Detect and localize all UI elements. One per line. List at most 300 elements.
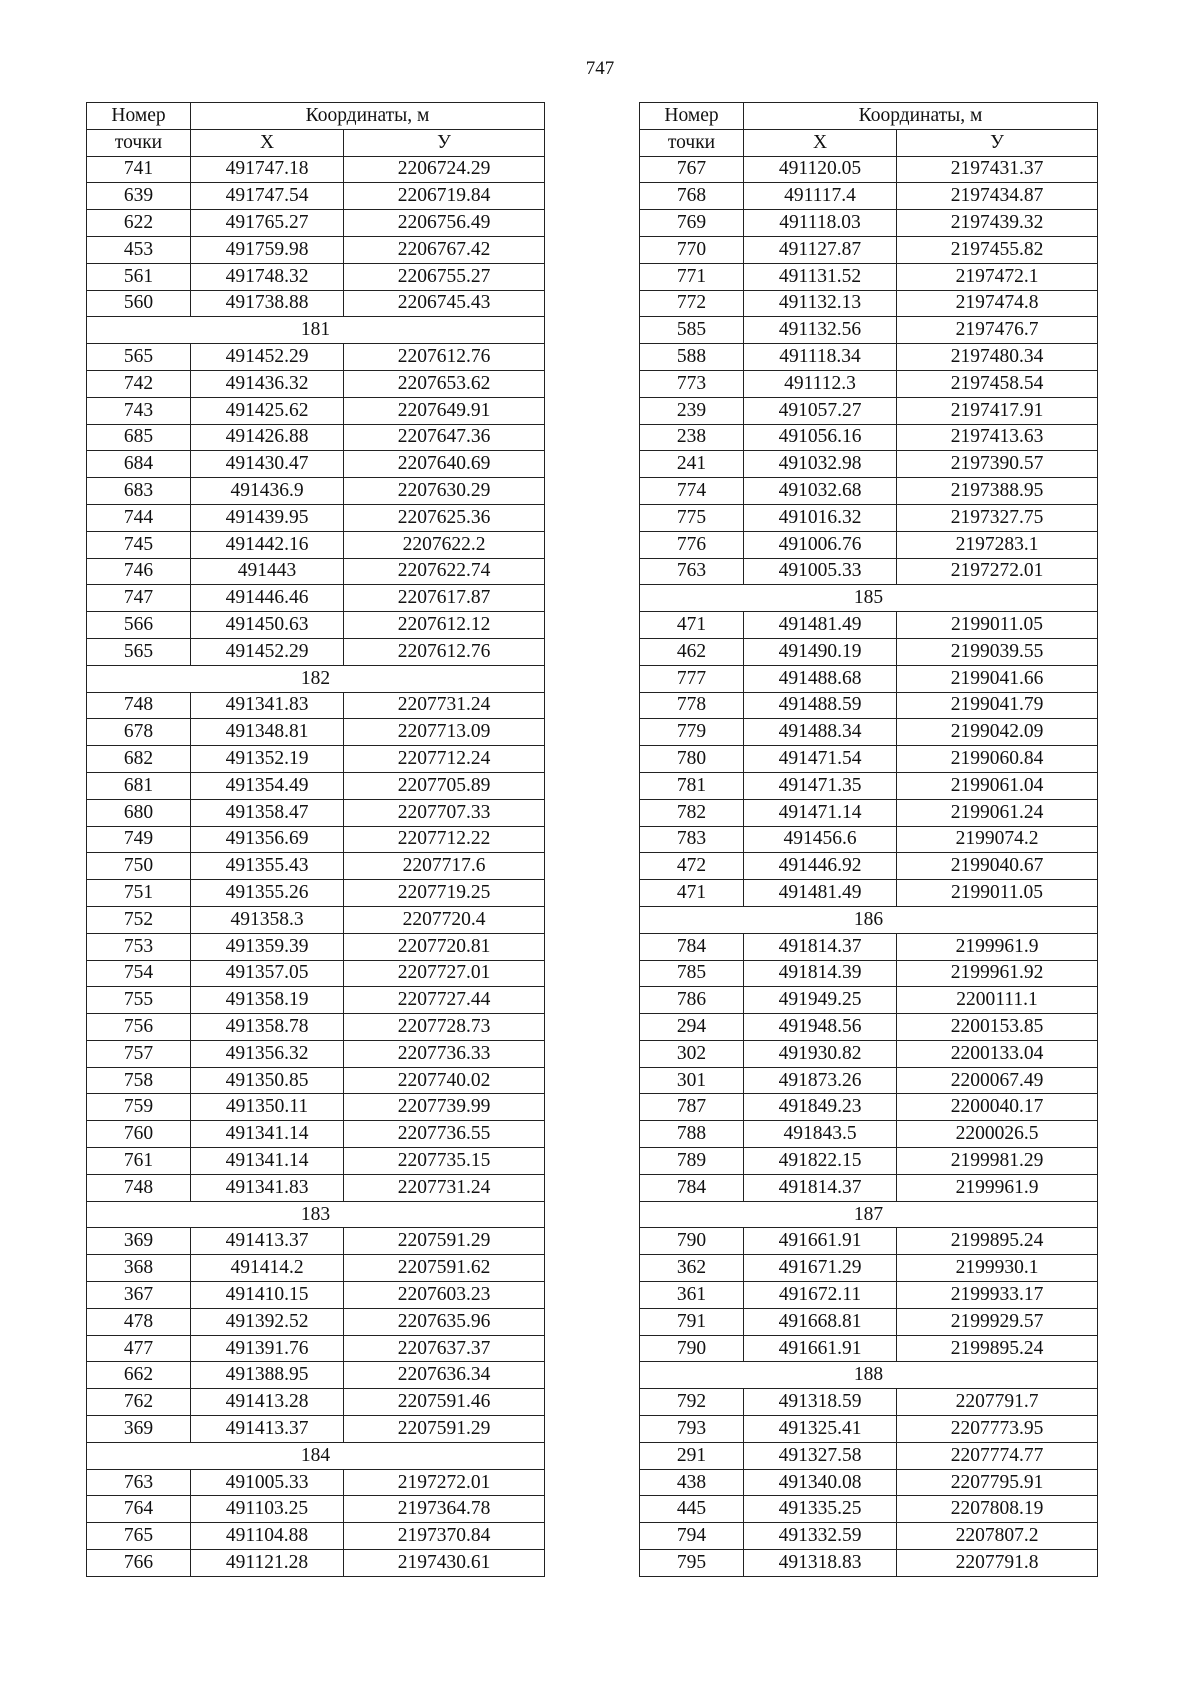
x-coordinate-cell: 491481.49 (744, 880, 897, 907)
x-coordinate-cell: 491103.25 (191, 1496, 344, 1523)
table-row (640, 612, 1098, 639)
y-coordinate-cell: 2199074.2 (897, 826, 1098, 853)
point-number-cell: 784 (640, 933, 744, 960)
y-coordinate-cell: 2199933.17 (897, 1282, 1098, 1309)
x-coordinate-cell: 491118.34 (744, 344, 897, 371)
y-coordinate-cell: 2207625.36 (344, 504, 545, 531)
point-number-cell: 445 (640, 1496, 744, 1523)
table-row (640, 451, 1098, 478)
table-row (640, 504, 1098, 531)
point-number-cell: 747 (87, 585, 191, 612)
x-coordinate-cell: 491668.81 (744, 1308, 897, 1335)
y-coordinate-cell: 2207731.24 (344, 1174, 545, 1201)
section-row (87, 1442, 545, 1469)
section-number: 188 (640, 1362, 1098, 1389)
x-coordinate-cell: 491873.26 (744, 1067, 897, 1094)
table-row (87, 558, 545, 585)
section-number: 185 (640, 585, 1098, 612)
x-coordinate-cell: 491032.68 (744, 478, 897, 505)
table-row (640, 880, 1098, 907)
y-coordinate-cell: 2207795.91 (897, 1469, 1098, 1496)
point-number-cell: 680 (87, 799, 191, 826)
y-coordinate-cell: 2207807.2 (897, 1523, 1098, 1550)
table-row (87, 370, 545, 397)
y-coordinate-cell: 2199895.24 (897, 1335, 1098, 1362)
y-coordinate-cell: 2207591.46 (344, 1389, 545, 1416)
point-number-cell: 750 (87, 853, 191, 880)
y-coordinate-cell: 2207717.6 (344, 853, 545, 880)
point-number-cell: 471 (640, 880, 744, 907)
point-number-cell: 742 (87, 370, 191, 397)
point-number-cell: 748 (87, 692, 191, 719)
point-number-cell: 743 (87, 397, 191, 424)
y-coordinate-cell: 2207731.24 (344, 692, 545, 719)
x-coordinate-cell: 491426.88 (191, 424, 344, 451)
point-number-cell: 238 (640, 424, 744, 451)
x-coordinate-cell: 491392.52 (191, 1308, 344, 1335)
table-row (640, 210, 1098, 237)
point-number-cell: 772 (640, 290, 744, 317)
point-number-cell: 792 (640, 1389, 744, 1416)
point-number-cell: 751 (87, 880, 191, 907)
table-row (87, 880, 545, 907)
table-row (87, 799, 545, 826)
point-number-cell: 762 (87, 1389, 191, 1416)
section-row (87, 665, 545, 692)
point-number-cell: 301 (640, 1067, 744, 1094)
point-number-cell: 769 (640, 210, 744, 237)
y-coordinate-cell: 2207712.24 (344, 746, 545, 773)
point-number-cell: 302 (640, 1040, 744, 1067)
table-row (640, 987, 1098, 1014)
point-number-cell: 291 (640, 1442, 744, 1469)
point-number-cell: 785 (640, 960, 744, 987)
x-coordinate-cell: 491442.16 (191, 531, 344, 558)
y-coordinate-cell: 2197283.1 (897, 531, 1098, 558)
table-row (87, 183, 545, 210)
point-number-cell: 753 (87, 933, 191, 960)
table-row (87, 906, 545, 933)
point-number-cell: 566 (87, 612, 191, 639)
x-coordinate-cell: 491358.19 (191, 987, 344, 1014)
y-coordinate-cell: 2207736.55 (344, 1121, 545, 1148)
x-coordinate-cell: 491340.08 (744, 1469, 897, 1496)
x-coordinate-cell: 491132.56 (744, 317, 897, 344)
point-number-cell: 778 (640, 692, 744, 719)
point-number-cell: 755 (87, 987, 191, 1014)
point-number-cell: 758 (87, 1067, 191, 1094)
y-coordinate-cell: 2207637.37 (344, 1335, 545, 1362)
point-number-cell: 784 (640, 1174, 744, 1201)
table-row (640, 960, 1098, 987)
point-number-cell: 565 (87, 638, 191, 665)
x-coordinate-cell: 491350.85 (191, 1067, 344, 1094)
table-row (640, 290, 1098, 317)
x-coordinate-cell: 491410.15 (191, 1282, 344, 1309)
table-row (87, 1067, 545, 1094)
y-coordinate-cell: 2199060.84 (897, 746, 1098, 773)
point-number-cell: 560 (87, 290, 191, 317)
table-row (640, 183, 1098, 210)
x-coordinate-cell: 491104.88 (191, 1523, 344, 1550)
x-coordinate-cell: 491759.98 (191, 236, 344, 263)
x-coordinate-cell: 491359.39 (191, 933, 344, 960)
y-coordinate-cell: 2207719.25 (344, 880, 545, 907)
page-number: 747 (585, 58, 615, 79)
table-row (640, 1523, 1098, 1550)
y-coordinate-cell: 2197458.54 (897, 370, 1098, 397)
table-row (640, 1496, 1098, 1523)
y-coordinate-cell: 2197327.75 (897, 504, 1098, 531)
point-number-cell: 775 (640, 504, 744, 531)
point-number-cell: 368 (87, 1255, 191, 1282)
x-coordinate-cell: 491490.19 (744, 638, 897, 665)
x-coordinate-cell: 491814.37 (744, 1174, 897, 1201)
y-coordinate-cell: 2206719.84 (344, 183, 545, 210)
table-row (87, 290, 545, 317)
table-row (640, 558, 1098, 585)
section-number: 187 (640, 1201, 1098, 1228)
x-coordinate-cell: 491032.98 (744, 451, 897, 478)
x-coordinate-cell: 491332.59 (744, 1523, 897, 1550)
y-coordinate-cell: 2197364.78 (344, 1496, 545, 1523)
table-row (640, 1067, 1098, 1094)
x-coordinate-cell: 491439.95 (191, 504, 344, 531)
table-row (87, 1014, 545, 1041)
point-number-cell: 438 (640, 1469, 744, 1496)
x-coordinate-cell: 491356.32 (191, 1040, 344, 1067)
x-coordinate-cell: 491450.63 (191, 612, 344, 639)
point-number-cell: 791 (640, 1308, 744, 1335)
x-coordinate-cell: 491120.05 (744, 156, 897, 183)
header-point-number: Номер (87, 103, 191, 130)
point-number-cell: 779 (640, 719, 744, 746)
y-coordinate-cell: 2199981.29 (897, 1148, 1098, 1175)
point-number-cell: 453 (87, 236, 191, 263)
table-row (87, 1550, 545, 1577)
y-coordinate-cell: 2207603.23 (344, 1282, 545, 1309)
table-row (87, 746, 545, 773)
y-coordinate-cell: 2207612.76 (344, 638, 545, 665)
table-row (87, 612, 545, 639)
x-coordinate-cell: 491488.59 (744, 692, 897, 719)
y-coordinate-cell: 2207636.34 (344, 1362, 545, 1389)
point-number-cell: 681 (87, 772, 191, 799)
x-coordinate-cell: 491005.33 (744, 558, 897, 585)
x-coordinate-cell: 491446.92 (744, 853, 897, 880)
point-number-cell: 744 (87, 504, 191, 531)
x-coordinate-cell: 491341.83 (191, 1174, 344, 1201)
point-number-cell: 767 (640, 156, 744, 183)
table-row (87, 1308, 545, 1335)
point-number-cell: 777 (640, 665, 744, 692)
table-row (87, 638, 545, 665)
table-row (640, 665, 1098, 692)
y-coordinate-cell: 2207705.89 (344, 772, 545, 799)
point-number-cell: 639 (87, 183, 191, 210)
header-coordinates: Координаты, м (744, 103, 1098, 130)
table-row (87, 156, 545, 183)
point-number-cell: 369 (87, 1416, 191, 1443)
x-coordinate-cell: 491358.3 (191, 906, 344, 933)
x-coordinate-cell: 491348.81 (191, 719, 344, 746)
table-row (640, 826, 1098, 853)
point-number-cell: 760 (87, 1121, 191, 1148)
table-row (640, 156, 1098, 183)
table-row (87, 960, 545, 987)
section-row (87, 317, 545, 344)
table-row (87, 772, 545, 799)
point-number-cell: 741 (87, 156, 191, 183)
y-coordinate-cell: 2200040.17 (897, 1094, 1098, 1121)
section-number: 186 (640, 906, 1098, 933)
table-row (87, 933, 545, 960)
point-number-cell: 749 (87, 826, 191, 853)
point-number-cell: 684 (87, 451, 191, 478)
x-coordinate-cell: 491747.18 (191, 156, 344, 183)
x-coordinate-cell: 491117.4 (744, 183, 897, 210)
table-row (640, 1389, 1098, 1416)
y-coordinate-cell: 2207808.19 (897, 1496, 1098, 1523)
table-row (87, 210, 545, 237)
y-coordinate-cell: 2207774.77 (897, 1442, 1098, 1469)
y-coordinate-cell: 2199961.9 (897, 1174, 1098, 1201)
x-coordinate-cell: 491471.35 (744, 772, 897, 799)
y-coordinate-cell: 2207707.33 (344, 799, 545, 826)
x-coordinate-cell: 491131.52 (744, 263, 897, 290)
x-coordinate-cell: 491413.28 (191, 1389, 344, 1416)
y-coordinate-cell: 2197480.34 (897, 344, 1098, 371)
point-number-cell: 761 (87, 1148, 191, 1175)
table-row (87, 1255, 545, 1282)
x-coordinate-cell: 491341.14 (191, 1148, 344, 1175)
table-row (640, 933, 1098, 960)
point-number-cell: 793 (640, 1416, 744, 1443)
y-coordinate-cell: 2197388.95 (897, 478, 1098, 505)
x-coordinate-cell: 491748.32 (191, 263, 344, 290)
y-coordinate-cell: 2200067.49 (897, 1067, 1098, 1094)
y-coordinate-cell: 2199011.05 (897, 880, 1098, 907)
section-row (640, 906, 1098, 933)
table-row (87, 692, 545, 719)
point-number-cell: 764 (87, 1496, 191, 1523)
x-coordinate-cell: 491388.95 (191, 1362, 344, 1389)
table-row (640, 1040, 1098, 1067)
header-point-number-line2: точки (87, 129, 191, 156)
y-coordinate-cell: 2207736.33 (344, 1040, 545, 1067)
point-number-cell: 794 (640, 1523, 744, 1550)
x-coordinate-cell: 491355.26 (191, 880, 344, 907)
table-row (640, 1121, 1098, 1148)
y-coordinate-cell: 2199042.09 (897, 719, 1098, 746)
point-number-cell: 786 (640, 987, 744, 1014)
table-row (640, 236, 1098, 263)
table-row (640, 772, 1098, 799)
x-coordinate-cell: 491488.34 (744, 719, 897, 746)
x-coordinate-cell: 491335.25 (744, 1496, 897, 1523)
y-coordinate-cell: 2200111.1 (897, 987, 1098, 1014)
x-coordinate-cell: 491814.39 (744, 960, 897, 987)
table-row (87, 1389, 545, 1416)
y-coordinate-cell: 2197272.01 (344, 1469, 545, 1496)
point-number-cell: 241 (640, 451, 744, 478)
point-number-cell: 763 (87, 1469, 191, 1496)
table-row (640, 1148, 1098, 1175)
x-coordinate-cell: 491471.14 (744, 799, 897, 826)
y-coordinate-cell: 2207791.8 (897, 1550, 1098, 1577)
x-coordinate-cell: 491446.46 (191, 585, 344, 612)
table-row (640, 1094, 1098, 1121)
x-coordinate-cell: 491356.69 (191, 826, 344, 853)
x-coordinate-cell: 491325.41 (744, 1416, 897, 1443)
table-row (640, 1335, 1098, 1362)
y-coordinate-cell: 2207647.36 (344, 424, 545, 451)
table-row (87, 1148, 545, 1175)
x-coordinate-cell: 491391.76 (191, 1335, 344, 1362)
y-coordinate-cell: 2200153.85 (897, 1014, 1098, 1041)
y-coordinate-cell: 2207713.09 (344, 719, 545, 746)
table-row (87, 1335, 545, 1362)
table-row (87, 1174, 545, 1201)
table-row (640, 370, 1098, 397)
y-coordinate-cell: 2207591.29 (344, 1228, 545, 1255)
x-coordinate-cell: 491456.6 (744, 826, 897, 853)
point-number-cell: 770 (640, 236, 744, 263)
point-number-cell: 773 (640, 370, 744, 397)
point-number-cell: 748 (87, 1174, 191, 1201)
y-coordinate-cell: 2207720.4 (344, 906, 545, 933)
y-coordinate-cell: 2199929.57 (897, 1308, 1098, 1335)
y-coordinate-cell: 2199061.24 (897, 799, 1098, 826)
x-coordinate-cell: 491327.58 (744, 1442, 897, 1469)
table-row (640, 853, 1098, 880)
table-row (87, 424, 545, 451)
x-coordinate-cell: 491425.62 (191, 397, 344, 424)
header-coordinates: Координаты, м (191, 103, 545, 130)
point-number-cell: 685 (87, 424, 191, 451)
point-number-cell: 789 (640, 1148, 744, 1175)
table-row (87, 531, 545, 558)
table-row (640, 799, 1098, 826)
table-row (87, 344, 545, 371)
point-number-cell: 757 (87, 1040, 191, 1067)
y-coordinate-cell: 2207622.74 (344, 558, 545, 585)
point-number-cell: 765 (87, 1523, 191, 1550)
table-row (640, 746, 1098, 773)
point-number-cell: 367 (87, 1282, 191, 1309)
point-number-cell: 745 (87, 531, 191, 558)
header-x: Х (191, 129, 344, 156)
x-coordinate-cell: 491127.87 (744, 236, 897, 263)
header-y: У (344, 129, 545, 156)
point-number-cell: 780 (640, 746, 744, 773)
point-number-cell: 462 (640, 638, 744, 665)
x-coordinate-cell: 491056.16 (744, 424, 897, 451)
y-coordinate-cell: 2207728.73 (344, 1014, 545, 1041)
point-number-cell: 682 (87, 746, 191, 773)
y-coordinate-cell: 2197390.57 (897, 451, 1098, 478)
table-row (87, 397, 545, 424)
table-row (640, 1174, 1098, 1201)
table-row (87, 1094, 545, 1121)
point-number-cell: 774 (640, 478, 744, 505)
y-coordinate-cell: 2197430.61 (344, 1550, 545, 1577)
y-coordinate-cell: 2199039.55 (897, 638, 1098, 665)
y-coordinate-cell: 2207727.44 (344, 987, 545, 1014)
x-coordinate-cell: 491443 (191, 558, 344, 585)
y-coordinate-cell: 2200133.04 (897, 1040, 1098, 1067)
y-coordinate-cell: 2207791.7 (897, 1389, 1098, 1416)
table-row (87, 1496, 545, 1523)
y-coordinate-cell: 2199930.1 (897, 1255, 1098, 1282)
y-coordinate-cell: 2199061.04 (897, 772, 1098, 799)
point-number-cell: 754 (87, 960, 191, 987)
x-coordinate-cell: 491118.03 (744, 210, 897, 237)
x-coordinate-cell: 491121.28 (191, 1550, 344, 1577)
point-number-cell: 561 (87, 263, 191, 290)
x-coordinate-cell: 491661.91 (744, 1228, 897, 1255)
y-coordinate-cell: 2206745.43 (344, 290, 545, 317)
y-coordinate-cell: 2199895.24 (897, 1228, 1098, 1255)
y-coordinate-cell: 2199961.92 (897, 960, 1098, 987)
table-row (87, 719, 545, 746)
x-coordinate-cell: 491765.27 (191, 210, 344, 237)
x-coordinate-cell: 491452.29 (191, 344, 344, 371)
table-row (87, 478, 545, 505)
point-number-cell: 477 (87, 1335, 191, 1362)
point-number-cell: 790 (640, 1228, 744, 1255)
x-coordinate-cell: 491930.82 (744, 1040, 897, 1067)
x-coordinate-cell: 491341.83 (191, 692, 344, 719)
table-row (640, 478, 1098, 505)
table-row (87, 504, 545, 531)
x-coordinate-cell: 491006.76 (744, 531, 897, 558)
y-coordinate-cell: 2197413.63 (897, 424, 1098, 451)
table-row (87, 826, 545, 853)
point-number-cell: 362 (640, 1255, 744, 1282)
point-number-cell: 239 (640, 397, 744, 424)
x-coordinate-cell: 491814.37 (744, 933, 897, 960)
y-coordinate-cell: 2197474.8 (897, 290, 1098, 317)
y-coordinate-cell: 2197472.1 (897, 263, 1098, 290)
x-coordinate-cell: 491357.05 (191, 960, 344, 987)
section-row (640, 1362, 1098, 1389)
section-row (640, 1201, 1098, 1228)
x-coordinate-cell: 491358.78 (191, 1014, 344, 1041)
y-coordinate-cell: 2207591.62 (344, 1255, 545, 1282)
table-row (640, 1416, 1098, 1443)
x-coordinate-cell: 491350.11 (191, 1094, 344, 1121)
y-coordinate-cell: 2207612.76 (344, 344, 545, 371)
point-number-cell: 746 (87, 558, 191, 585)
point-number-cell: 766 (87, 1550, 191, 1577)
y-coordinate-cell: 2207649.91 (344, 397, 545, 424)
y-coordinate-cell: 2207773.95 (897, 1416, 1098, 1443)
y-coordinate-cell: 2207727.01 (344, 960, 545, 987)
x-coordinate-cell: 491341.14 (191, 1121, 344, 1148)
point-number-cell: 369 (87, 1228, 191, 1255)
y-coordinate-cell: 2197439.32 (897, 210, 1098, 237)
x-coordinate-cell: 491318.83 (744, 1550, 897, 1577)
table-row (87, 987, 545, 1014)
table-row (640, 1442, 1098, 1469)
x-coordinate-cell: 491132.13 (744, 290, 897, 317)
y-coordinate-cell: 2199041.66 (897, 665, 1098, 692)
point-number-cell: 787 (640, 1094, 744, 1121)
x-coordinate-cell: 491671.29 (744, 1255, 897, 1282)
table-row (640, 1308, 1098, 1335)
y-coordinate-cell: 2207640.69 (344, 451, 545, 478)
